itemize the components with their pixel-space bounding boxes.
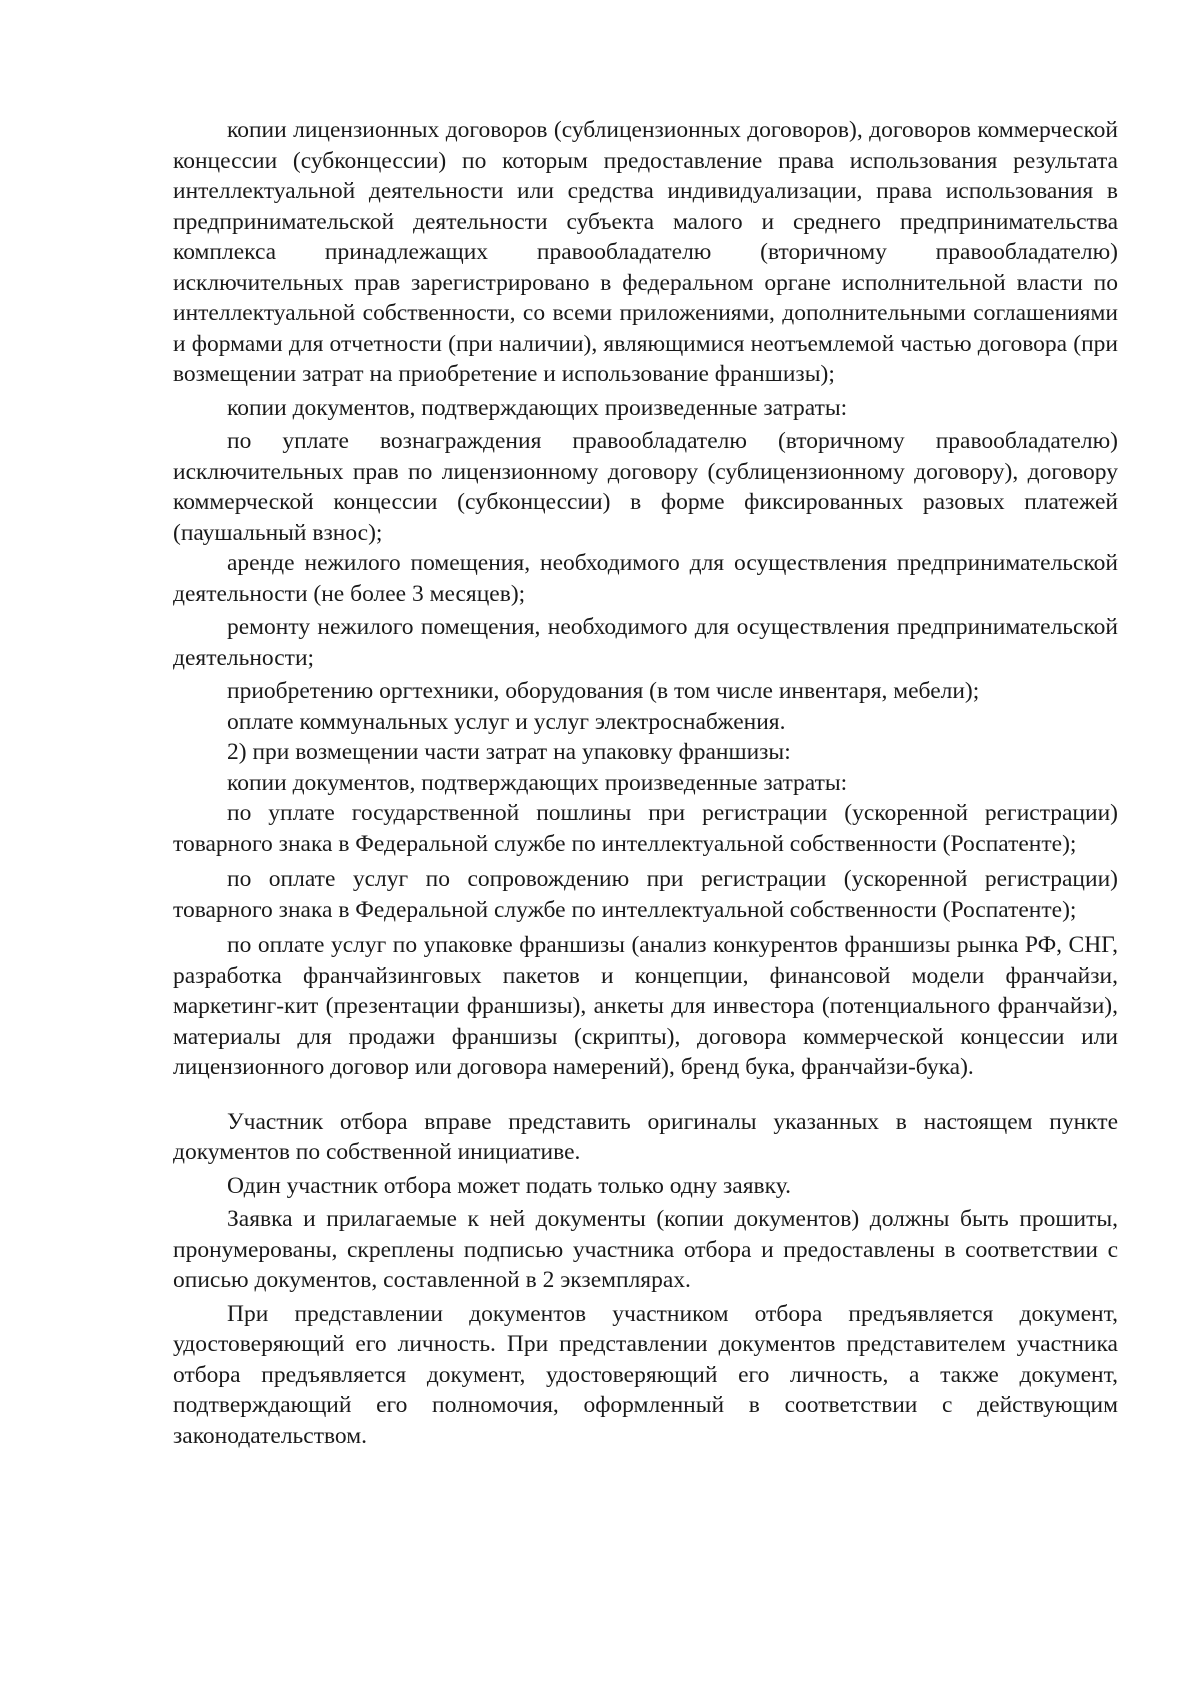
paragraph-one-application: Один участник отбора может подать только одну заявку. [227, 1172, 791, 1199]
paragraph-packaging-heading: 2) при возмещении части затрат на упаковку франшизы: [227, 739, 791, 765]
paragraph-registration-support: по оплате услуг по сопровождению при регистрации (ускоренной регистрации) товарного знака в Федеральной службе по интеллектуальной собственности (Роспатенте); [173, 866, 1118, 923]
paragraph-equipment: приобретению оргтехники, оборудования (в том числе инвентаря, мебели); [227, 678, 980, 704]
paragraph-state-fee: по уплате государственной пошлины при регистрации (ускоренной регистрации) товарного знака в Федеральной службе по интеллектуальной собственности (Роспатенте); [173, 800, 1118, 857]
paragraph-royalty: по уплате вознаграждения правообладателю (вторичному правообладателю) исключительных прав по лицензионному договору (сублицензионному договору), договору коммерческой концессии (субконцессии) в форме фиксированных разовых платежей (паушальный взнос); [173, 428, 1118, 546]
paragraph-packaging-services: по оплате услуг по упаковке франшизы (анализ конкурентов франшизы рынка РФ, СНГ, разработка франчайзинговых пакетов и концепции, финансовой модели франчайзи, маркетинг-кит (презентации франшизы), анкеты для инвестора (потенциального франчайзи), материалы для продажи франшизы (скрипты), договора коммерческой концессии или лицензионного договор или договора намерений), бренд бука, франчайзи-бука). [173, 932, 1118, 1080]
paragraph-originals: Участник отбора вправе представить оригиналы указанных в настоящем пункте документов по собственной инициативе. [173, 1108, 1118, 1165]
paragraph-rent: аренде нежилого помещения, необходимого для осуществления предпринимательской деятельности (не более 3 месяцев); [173, 550, 1118, 607]
paragraph-repair: ремонту нежилого помещения, необходимого для осуществления предпринимательской деятельности; [173, 614, 1118, 671]
document-body [173, 115, 1118, 1451]
paragraph-application-binding: Заявка и прилагаемые к ней документы (копии документов) должны быть прошиты, пронумерованы, скреплены подписью участника отбора и предоставлены в соответствии с описью документов, составленной в 2 экземплярах. [173, 1206, 1118, 1293]
paragraph-license-copies: копии лицензионных договоров (сублицензионных договоров), договоров коммерческой концессии (субконцессии) по которым предоставление права использования результата интеллектуальной деятельности или средства индивидуализации, права использования в предпринимательской деятельности субъекта малого и среднего предпринимательства комплекса принадлежащих правообладателю (вторичному правообладателю) исключительных прав зарегистрировано в федеральном органе исполнительной власти по интеллектуальной собственности, со всеми приложениями, дополнительными соглашениями и формами для отчетности (при наличии), являющимися неотъемлемой частью договора (при возмещении затрат на приобретение и использование франшизы); [173, 117, 1118, 387]
paragraph-expense-docs: копии документов, подтверждающих произведенные затраты: [227, 394, 848, 421]
paragraph-utilities: оплате коммунальных услуг и услуг электроснабжения. [227, 708, 786, 735]
paragraph-expense-docs-2: копии документов, подтверждающих произведенные затраты: [227, 769, 848, 796]
paragraph-identity: При представлении документов участником отбора предъявляется документ, удостоверяющий его личность. При представлении документов представителем участника отбора предъявляется документ, удостоверяющий его личность, а также документ, подтверждающий его полномочия, оформленный в соответствии с действующим законодательством. [173, 1300, 1118, 1449]
